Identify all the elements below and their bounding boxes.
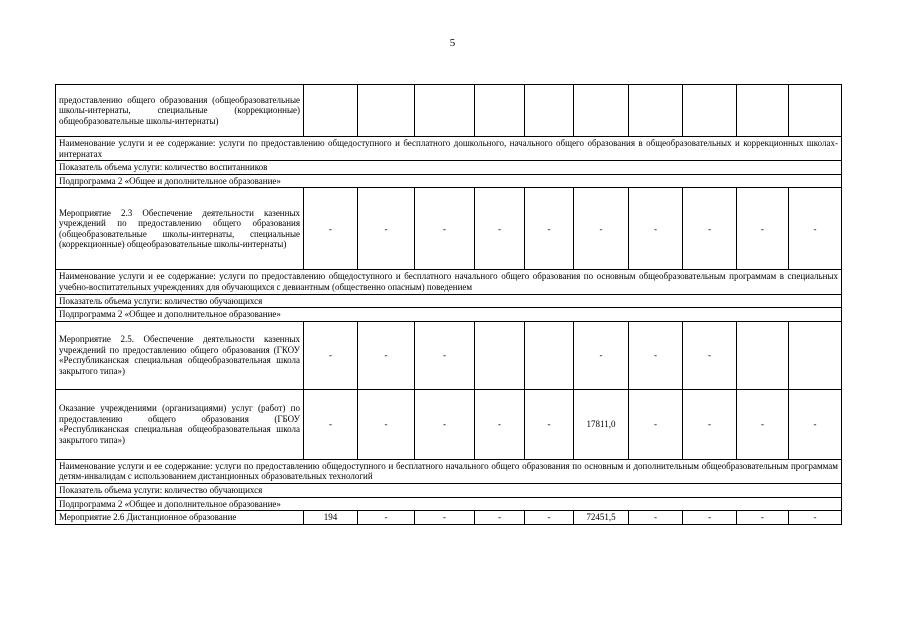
value-cell: -	[525, 389, 574, 459]
value-cell: -	[415, 321, 475, 389]
value-cell: -	[574, 188, 629, 270]
value-cell: -	[358, 321, 415, 389]
value-cell	[525, 321, 574, 389]
value-cell: -	[358, 389, 415, 459]
value-cell: -	[415, 389, 475, 459]
value-cell: -	[683, 389, 737, 459]
service-name-row	[56, 137, 842, 161]
service-name: Наименование услуги и ее содержание: услуги по предоставлению общедоступного и бесплатного дошкольного, начального общего образования в общеобразовательных и коррекционных школах-интернатах	[56, 137, 842, 161]
value-cell: -	[737, 188, 789, 270]
value-cell: -	[629, 321, 683, 389]
value-cell	[415, 85, 475, 137]
volume-indicator: Показатель объема услуги: количество обучающихся	[56, 294, 842, 308]
value-cell	[789, 85, 842, 137]
value-cell: -	[358, 511, 415, 525]
value-cell: -	[475, 511, 525, 525]
value-cell: -	[629, 188, 683, 270]
activity-description: предоставлению общего образования (общеобразовательные школы-интернаты, специальные (коррекционные) общеобразовательные школы-интернаты)	[56, 85, 304, 137]
value-cell: -	[789, 511, 842, 525]
value-cell	[737, 85, 789, 137]
value-cell: -	[525, 511, 574, 525]
value-cell: -	[475, 389, 525, 459]
volume-indicator-row	[56, 483, 842, 497]
value-cell: -	[737, 511, 789, 525]
value-cell: -	[304, 321, 358, 389]
value-cell: -	[683, 511, 737, 525]
value-cell: -	[789, 389, 842, 459]
value-cell: -	[683, 188, 737, 270]
value-cell: -	[415, 188, 475, 270]
value-cell: -	[629, 511, 683, 525]
value-cell	[525, 85, 574, 137]
subprogram-row	[56, 308, 842, 322]
activity-description: Мероприятие 2.6 Дистанционное образование	[56, 511, 304, 525]
value-cell	[789, 321, 842, 389]
volume-indicator: Показатель объема услуги: количество обучающихся	[56, 483, 842, 497]
service-name-row	[56, 459, 842, 483]
volume-indicator-row	[56, 294, 842, 308]
value-cell: -	[475, 188, 525, 270]
subprogram-title: Подпрограмма 2 «Общее и дополнительное образование»	[56, 174, 842, 188]
budget-table	[55, 84, 842, 525]
value-cell	[629, 85, 683, 137]
activity-description: Оказание учреждениями (организациями) услуг (работ) по предоставлению общего образования (ГБОУ «Республиканская специальная общеобразовательная школа закрытого типа»)	[56, 389, 304, 459]
value-cell	[475, 85, 525, 137]
value-cell: -	[683, 321, 737, 389]
service-name: Наименование услуги и ее содержание: услуги по предоставлению общедоступного и бесплатного начального общего образования по основным и дополнительным общеобразовательным программам детям-инвалидам с использованием дистанционных образовательных технологий	[56, 459, 842, 483]
subprogram-title: Подпрограмма 2 «Общее и дополнительное образование»	[56, 308, 842, 322]
value-cell: -	[358, 188, 415, 270]
service-name: Наименование услуги и ее содержание: услуги по предоставлению общедоступного и бесплатного начального общего образования по основным общеобразовательным программам в специальных учебно-воспитательных учреждениях для обучающихся с девиантным (общественно опасным) поведением	[56, 270, 842, 294]
value-cell: -	[629, 389, 683, 459]
value-cell	[475, 321, 525, 389]
subprogram-title: Подпрограмма 2 «Общее и дополнительное образование»	[56, 497, 842, 511]
value-cell	[304, 85, 358, 137]
volume-indicator-row	[56, 161, 842, 175]
value-cell: -	[574, 321, 629, 389]
subprogram-row	[56, 174, 842, 188]
value-cell: 72451,5	[574, 511, 629, 525]
value-cell	[737, 321, 789, 389]
volume-indicator: Показатель объема услуги: количество воспитанников	[56, 161, 842, 175]
table-row	[56, 188, 842, 270]
value-cell	[683, 85, 737, 137]
activity-description: Мероприятие 2.5. Обеспечение деятельности казенных учреждений по предоставлению общего образования (ГКОУ «Республиканская специальная общеобразовательная школа закрытого типа»)	[56, 321, 304, 389]
table-row	[56, 389, 842, 459]
page-number: 5	[449, 37, 456, 49]
value-cell: 17811,0	[574, 389, 629, 459]
value-cell: -	[304, 389, 358, 459]
service-name-row	[56, 270, 842, 294]
table-row	[56, 321, 842, 389]
activity-description: Мероприятие 2.3 Обеспечение деятельности казенных учреждений по предоставлению общего образования (общеобразовательные школы-интернаты, специальные (коррекционные) общеобразовательные школы-интернаты)	[56, 188, 304, 270]
subprogram-row	[56, 497, 842, 511]
value-cell: -	[304, 188, 358, 270]
value-cell: -	[789, 188, 842, 270]
table-row	[56, 511, 842, 525]
value-cell: -	[415, 511, 475, 525]
value-cell: -	[737, 389, 789, 459]
value-cell	[358, 85, 415, 137]
value-cell: -	[525, 188, 574, 270]
value-cell	[574, 85, 629, 137]
table-row	[56, 85, 842, 137]
value-cell: 194	[304, 511, 358, 525]
